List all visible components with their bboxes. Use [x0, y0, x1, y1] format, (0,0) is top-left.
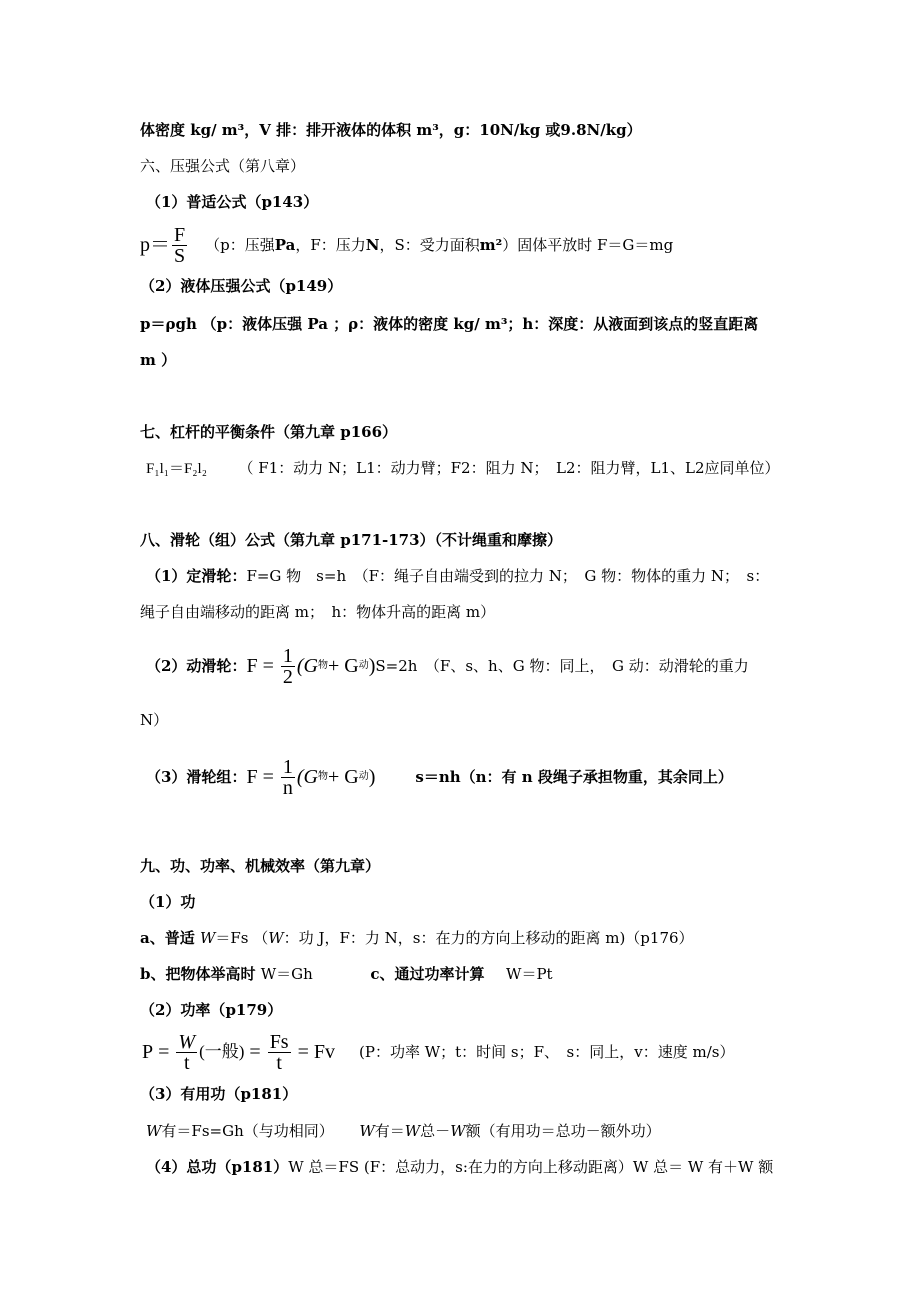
- section-8-heading: 八、滑轮（组）公式（第九章 p171-173）（不计绳重和摩擦）: [140, 531, 563, 549]
- useful-w2: W: [359, 1122, 375, 1140]
- useful-work-line: [146, 1121, 661, 1141]
- movable-pulley-numerator: 1: [282, 644, 293, 667]
- fixed-pulley-line: [146, 566, 769, 586]
- fixed-pulley-label: （1）定滑轮：: [146, 567, 247, 585]
- pressure-desc-g: ）固体平放时 F＝G＝mg: [502, 236, 674, 254]
- pulley-block-paren: (G: [296, 766, 318, 788]
- movable-pulley-label: （2）动滑轮：: [146, 657, 247, 675]
- pulley-block-label: （3）滑轮组：: [146, 768, 247, 786]
- movable-pulley-denominator: 2: [282, 665, 293, 688]
- pulley-block-fraction: [281, 757, 295, 798]
- fixed-pulley-desc: F=G 物 s=h （F：绳子自由端受到的拉力 N； G 物：物体的重力 N； s：: [246, 567, 770, 585]
- pressure-formula-line: [140, 225, 673, 265]
- liquid-pressure-heading: （2）液体压强公式（p149）: [140, 277, 343, 295]
- section-7-heading: 七、杠杆的平衡条件（第九章 p166）: [140, 423, 398, 441]
- pressure-lhs: p＝: [140, 234, 170, 256]
- density-units-line: 体密度 kg/ m³，V 排：排开液体的体积 m³，g：10N/kg 或9.8N/kg）: [140, 121, 642, 139]
- useful-work-b: 有＝: [374, 1122, 405, 1140]
- work-lift-eq: W＝Gh: [260, 965, 313, 983]
- liquid-pressure-formula: [140, 314, 758, 334]
- work-symbol: W: [199, 929, 216, 947]
- movable-pulley-sub-moving: 动: [358, 660, 369, 671]
- pulley-block-plus: + G: [327, 766, 359, 788]
- pulley-block-desc: s＝nh（n：有 n 段绳子承担物重，其余同上）: [415, 768, 733, 786]
- pulley-block-lhs: F: [246, 766, 258, 788]
- liquid-pressure-unit: m ）: [140, 351, 177, 369]
- movable-pulley-lhs: F: [246, 655, 258, 677]
- pulley-block-line: （3）滑轮组： F = $\frac{1}{n}$ (G 物 + G 动 ) s＝nh（n：有 n 段绳子承担物重，其余同上）: [146, 755, 733, 799]
- pressure-desc-e: ，S：受力面积: [379, 236, 480, 254]
- power-fraction-2: [268, 1032, 291, 1073]
- lever-formula-line: [146, 458, 780, 479]
- power-formula-line: P = $\frac{W}{t}$ (一般) = $\frac{Fs}{t}$ = Fv (P：功率 W；t：时间 s；F、 s：同上，v：速度 m/s）: [142, 1030, 735, 1074]
- power-desc: (P：功率 W；t：时间 s；F、 s：同上，v：速度 m/s）: [359, 1043, 735, 1061]
- section-9-heading: 九、功、功率、机械效率（第九章）: [140, 857, 381, 875]
- useful-work-heading: （3）有用功（p181）: [140, 1085, 298, 1103]
- power-rhs: Fv: [313, 1041, 335, 1063]
- useful-w4: W: [450, 1122, 466, 1140]
- useful-work-d: 额（有用功＝总功－额外功）: [465, 1122, 661, 1140]
- section-6-heading: 六、压强公式（第八章）: [140, 157, 306, 175]
- power-denominator-2: t: [276, 1051, 282, 1074]
- pressure-unit-m2: m²: [479, 236, 503, 254]
- total-work-line: [146, 1157, 773, 1177]
- work-heading: （1）功: [140, 893, 196, 911]
- movable-pulley-line: （2）动滑轮： F = $\frac{1}{2}$ (G 物 + G 动 ) S=2h （F、s、h、G 物：同上， G 动：动滑轮的重力: [146, 644, 749, 688]
- work-power-eq: W＝Pt: [506, 965, 553, 983]
- work-general-label: a、普适: [140, 929, 200, 947]
- total-work-desc: W 总＝FS (F：总动力，s:在力的方向上移动距离）W 总＝ W 有＋W 额: [288, 1158, 774, 1176]
- work-power-label: c、通过功率计算: [370, 965, 485, 983]
- pulley-block-sub-object: 物: [317, 771, 328, 782]
- liquid-pressure-eq: p＝ρgh: [140, 315, 197, 333]
- pulley-block-denominator: n: [282, 776, 293, 799]
- lever-equation: F₁l₁＝F₂l₂: [146, 461, 207, 477]
- power-heading: （2）功率（p179）: [140, 1001, 283, 1019]
- work-symbol-2: W: [268, 929, 284, 947]
- useful-work-c: 总－: [420, 1122, 451, 1140]
- pressure-denominator: S: [174, 244, 186, 267]
- pressure-desc-a: （p：压强: [205, 236, 275, 254]
- movable-pulley-fraction: [281, 646, 295, 687]
- power-general: (一般): [199, 1042, 245, 1061]
- work-general-eq: ＝Fs （: [215, 929, 269, 947]
- pressure-fraction: [172, 225, 187, 266]
- work-general-desc: ：功 J，F：力 N，s：在力的方向上移动的距离 m)（p176）: [283, 929, 694, 947]
- pulley-block-close: ): [368, 766, 376, 788]
- movable-pulley-close: ): [368, 655, 376, 677]
- power-numerator-2: Fs: [269, 1030, 289, 1053]
- work-lift-label: b、把物体举高时: [140, 965, 261, 983]
- fixed-pulley-desc-2: 绳子自由端移动的距离 m； h：物体升高的距离 m）: [140, 603, 496, 621]
- work-lift-line: [140, 964, 553, 984]
- movable-pulley-sub-object: 物: [317, 660, 328, 671]
- movable-pulley-desc-2: N）: [140, 711, 169, 729]
- useful-w3: W: [404, 1122, 421, 1140]
- pressure-desc-c: ，F：压力: [295, 236, 366, 254]
- pressure-unit-n: N: [365, 236, 380, 254]
- movable-pulley-paren: (G: [296, 655, 318, 677]
- movable-pulley-desc: S=2h （F、s、h、G 物：同上， G 动：动滑轮的重力: [375, 657, 749, 675]
- pressure-numerator: F: [174, 223, 186, 246]
- useful-work-a: 有＝Fs=Gh（与功相同）: [161, 1122, 334, 1140]
- pulley-block-numerator: 1: [282, 755, 293, 778]
- lever-description: （ F1：动力 N；L1：动力臂；F2：阻力 N； L2：阻力臂，L1、L2应同单位）: [238, 459, 780, 477]
- power-fraction-1: [176, 1032, 197, 1073]
- useful-w1: W: [146, 1122, 162, 1140]
- general-formula-heading: （1）普适公式（p143）: [146, 193, 319, 211]
- pressure-unit-pa: Pa: [274, 236, 296, 254]
- work-general-line: [140, 928, 694, 948]
- pulley-block-sub-moving: 动: [358, 771, 369, 782]
- power-denominator-1: t: [183, 1051, 190, 1074]
- movable-pulley-plus: + G: [327, 655, 359, 677]
- power-lhs: P: [142, 1041, 154, 1063]
- total-work-label: （4）总功（p181）: [146, 1158, 289, 1176]
- power-numerator-1: W: [178, 1030, 196, 1053]
- liquid-pressure-desc: （p：液体压强 Pa ；ρ：液体的密度 kg/ m³；h：深度：从液面到该点的竖直距离: [201, 315, 759, 333]
